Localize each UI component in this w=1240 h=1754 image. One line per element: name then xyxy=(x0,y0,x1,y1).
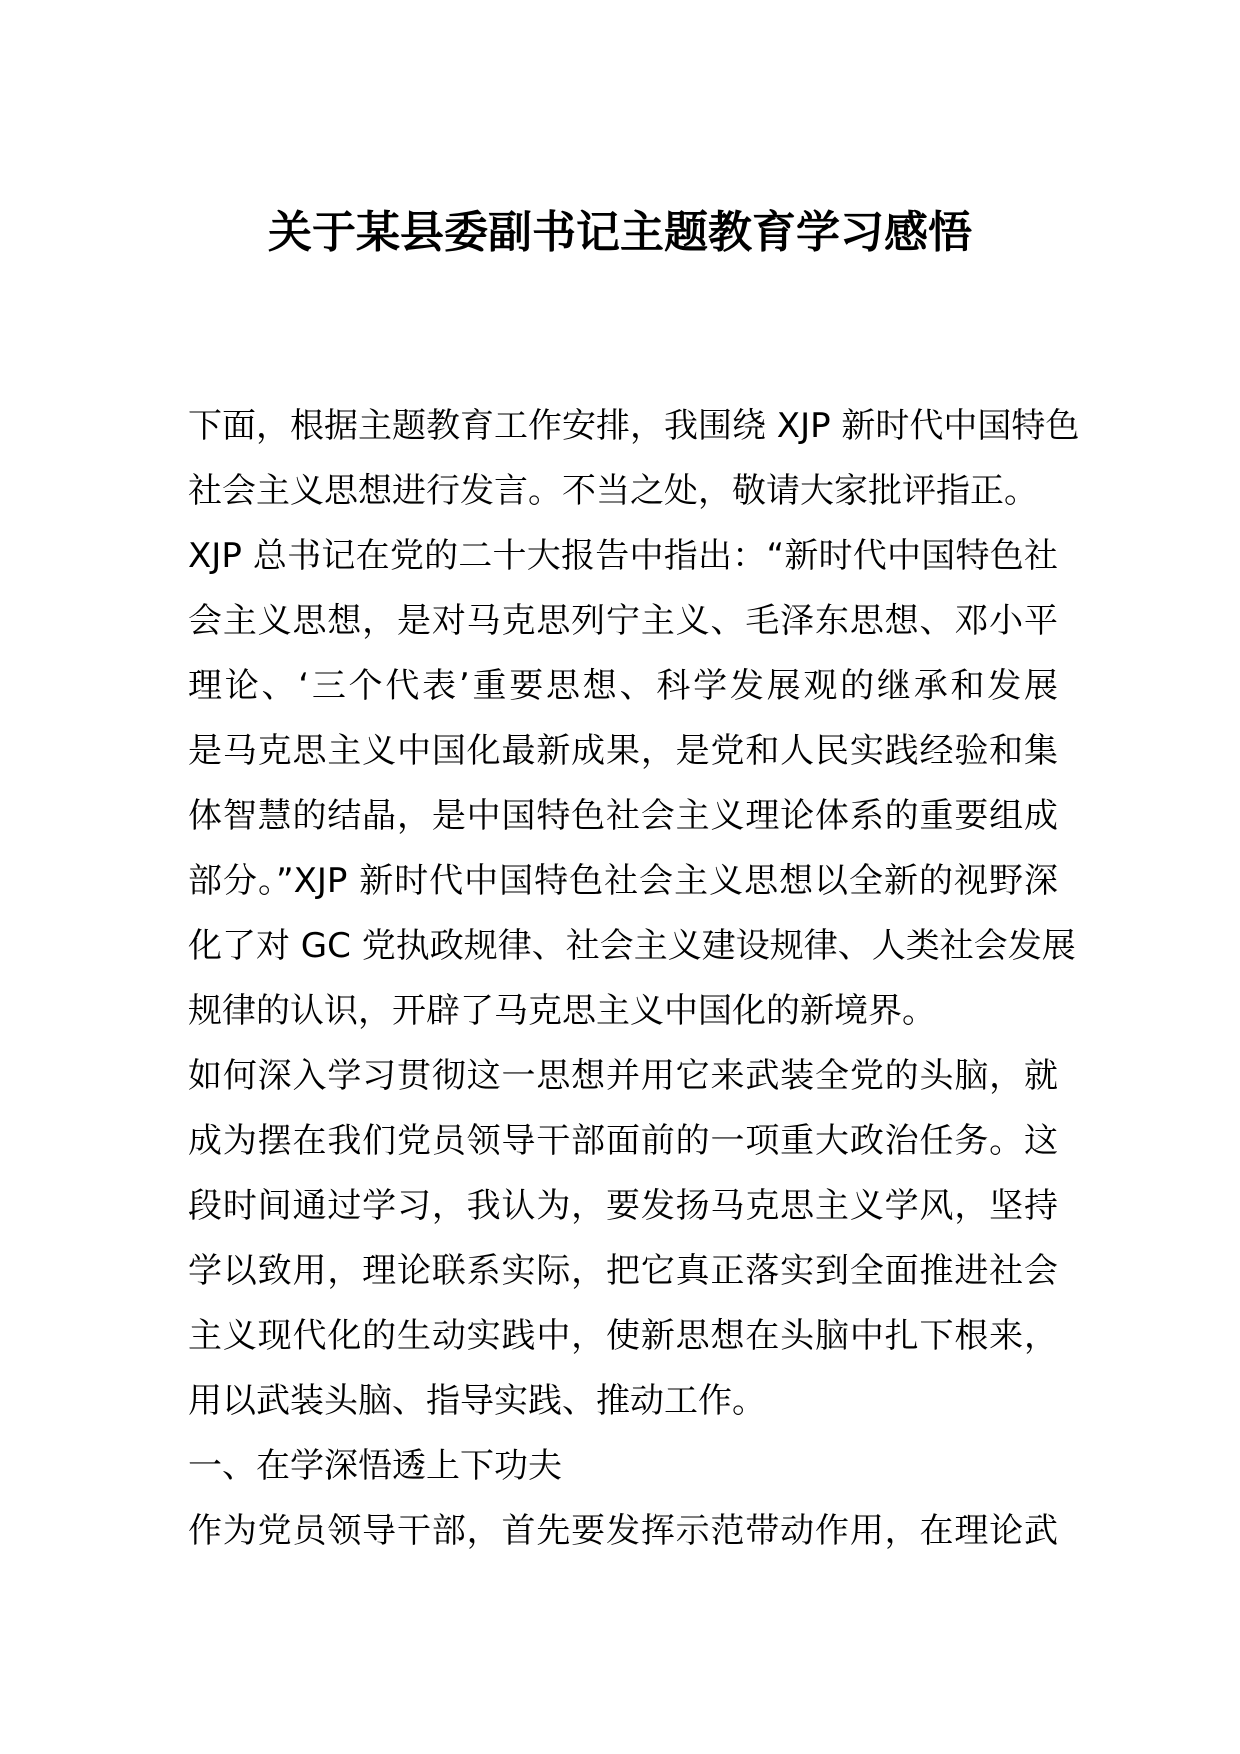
document-title: 关于某县委副书记主题教育学习感悟 xyxy=(268,207,972,258)
body-line: 学以致用，理论联系实际，把它真正落实到全面推进社会 xyxy=(188,1251,1058,1291)
body-line: 下面，根据主题教育工作安排，我围绕 XJP 新时代中国特色 xyxy=(188,406,1080,446)
body-line: 规律的认识，开辟了马克思主义中国化的新境界。 xyxy=(188,991,936,1031)
body-line: 部分。”XJP 新时代中国特色社会主义思想以全新的视野深 xyxy=(188,861,1058,901)
body-line: 化了对 GC 党执政规律、社会主义建设规律、人类社会发展 xyxy=(188,926,1076,966)
body-line: 用以武装头脑、指导实践、推动工作。 xyxy=(188,1381,766,1421)
body-line: 段时间通过学习，我认为，要发扬马克思主义学风，坚持 xyxy=(188,1186,1058,1226)
body-line: 作为党员领导干部，首先要发挥示范带动作用，在理论武 xyxy=(188,1511,1058,1551)
body-line: 主义现代化的生动实践中，使新思想在头脑中扎下根来， xyxy=(188,1316,1058,1356)
body-line: XJP 总书记在党的二十大报告中指出：“新时代中国特色社 xyxy=(188,536,1058,576)
body-line: 体智慧的结晶，是中国特色社会主义理论体系的重要组成 xyxy=(188,796,1058,836)
body-line: 理论、‘三个代表’重要思想、科学发展观的继承和发展 xyxy=(188,666,1058,706)
section-heading: 一、在学深悟透上下功夫 xyxy=(188,1446,562,1486)
body-line: 成为摆在我们党员领导干部面前的一项重大政治任务。这 xyxy=(188,1121,1058,1161)
document-body xyxy=(188,394,1080,1564)
body-line: 社会主义思想进行发言。不当之处，敬请大家批评指正。 xyxy=(188,471,1038,511)
body-line: 是马克思主义中国化最新成果，是党和人民实践经验和集 xyxy=(188,731,1058,771)
body-line: 会主义思想，是对马克思列宁主义、毛泽东思想、邓小平 xyxy=(188,601,1058,641)
body-line: 如何深入学习贯彻这一思想并用它来武装全党的头脑，就 xyxy=(188,1056,1058,1096)
